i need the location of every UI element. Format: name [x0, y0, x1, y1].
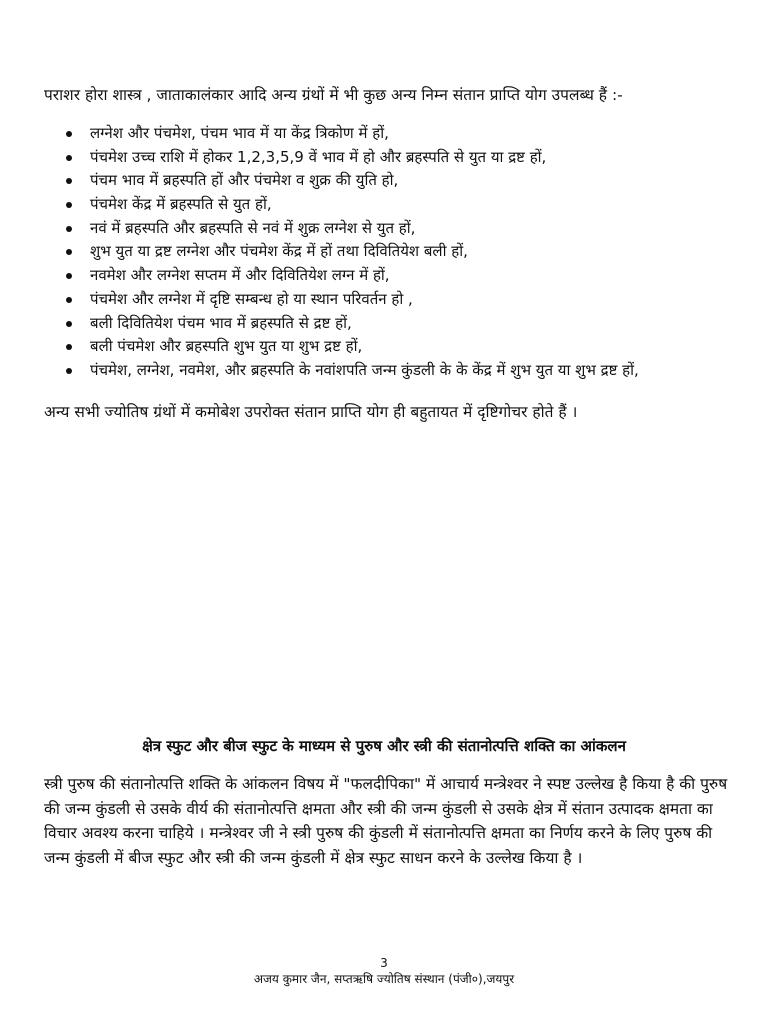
- bullet-icon: [66, 155, 72, 161]
- list-item: [44, 288, 744, 312]
- yoga-bullet-list: [44, 122, 744, 383]
- list-item-text: पंचमेश और लग्नेश में दृष्टि सम्बन्ध हो या स्थान परिवर्तन हो ,: [90, 289, 413, 308]
- list-item-text: बली दिवितियेश पंचम भाव में ब्रहस्पति से द्रष्ट हों,: [90, 313, 352, 332]
- footer-credit: अजय कुमार जैन, सप्तऋषि ज्योतिष संस्थान (पंजी०),जयपुर: [253, 972, 515, 986]
- section-heading: क्षेत्र स्फुट और बीज स्फुट के माध्यम से पुरुष और स्त्री की संतानोत्पत्ति शक्ति का आंकलन: [142, 737, 626, 755]
- list-item-text: लग्नेश और पंचमेश, पंचम भाव में या केंद्र त्रिकोण में हों,: [90, 124, 389, 142]
- bullet-icon: [66, 297, 72, 303]
- list-item: [44, 264, 744, 288]
- body-paragraph: स्त्री पुरुष की संतानोत्पत्ति शक्ति के आंकलन विषय में "फलदीपिका" में आचार्य मन्त्रेश्वर ने स्पष्ट उल्लेख है किया है की पुरुष की जन्म कुंडली से उसके वीर्य की संतानोत्पत्ति क्षमता और स्त्री की जन्म कुंडली से उसके क्षेत्र में संतान उत्पादक क्षमता का विचार अवश्य करना चाहिये । मन्त्रेश्वर जी ने स्त्री पुरुष की कुंडली में संतानोत्पत्ति क्षमता का निर्णय करने के लिए पुरुष की जन्म कुंडली में बीज स्फुट और स्त्री की जन्म कुंडली में क्षेत्र स्फुट साधन करने के उल्लेख किया है ।: [44, 775, 728, 867]
- list-item-text: शुभ युत या द्रष्ट लग्नेश और पंचमेश केंद्र में हों तथा दिवितियेश बली हों,: [90, 242, 468, 261]
- list-item-text: पंचमेश, लग्नेश, नवमेश, और ब्रहस्पति के नवांशपति जन्म कुंडली के के केंद्र में शुभ युत या शुभ द्रष्ट हों,: [90, 360, 639, 379]
- bullet-icon: [66, 321, 72, 327]
- bullet-icon: [66, 202, 72, 208]
- list-item-text: पंचमेश केंद्र में ब्रहस्पति से युत हों,: [90, 195, 272, 214]
- page-number: 3: [380, 956, 388, 970]
- list-item: [44, 217, 744, 241]
- closing-paragraph: अन्य सभी ज्योतिष ग्रंथों में कमोबेश उपरोक्त संतान प्राप्ति योग ही बहुतायत में दृष्टिगोचर होते हैं ।: [44, 403, 578, 421]
- list-item: [44, 312, 744, 336]
- list-item: [44, 169, 744, 193]
- list-item: [44, 146, 744, 170]
- list-item-text: पंचमेश उच्च राशि में होकर 1,2,3,5,9 वें भाव में हो और ब्रहस्पति से युत या द्रष्ट हों,: [90, 147, 547, 166]
- bullet-icon: [66, 226, 72, 232]
- list-item-text: बली पंचमेश और ब्रहस्पति शुभ युत या शुभ द्रष्ट हों,: [90, 337, 363, 356]
- list-item-text: नवं में ब्रहस्पति और ब्रहस्पति से नवं में शुक्र लग्नेश से युत हों,: [90, 218, 416, 237]
- list-item-text: पंचम भाव में ब्रहस्पति हों और पंचमेश व शुक्र की युति हो,: [90, 171, 399, 190]
- bullet-icon: [66, 131, 72, 137]
- bullet-icon: [66, 368, 72, 374]
- list-item: [44, 240, 744, 264]
- list-item: [44, 122, 744, 146]
- bullet-icon: [66, 178, 72, 184]
- list-item-text: नवमेश और लग्नेश सप्तम में और दिवितियेश लग्न में हों,: [90, 266, 390, 285]
- list-item: [44, 335, 744, 359]
- bullet-icon: [66, 249, 72, 255]
- list-item: [44, 193, 744, 217]
- bullet-icon: [66, 273, 72, 279]
- bullet-icon: [66, 344, 72, 350]
- list-item: [44, 359, 744, 383]
- intro-paragraph: पराशर होरा शास्त्र , जाताकालंकार आदि अन्य ग्रंथों में भी कुछ अन्य निम्न संतान प्राप्ति योग उपलब्ध हैं :-: [44, 86, 623, 104]
